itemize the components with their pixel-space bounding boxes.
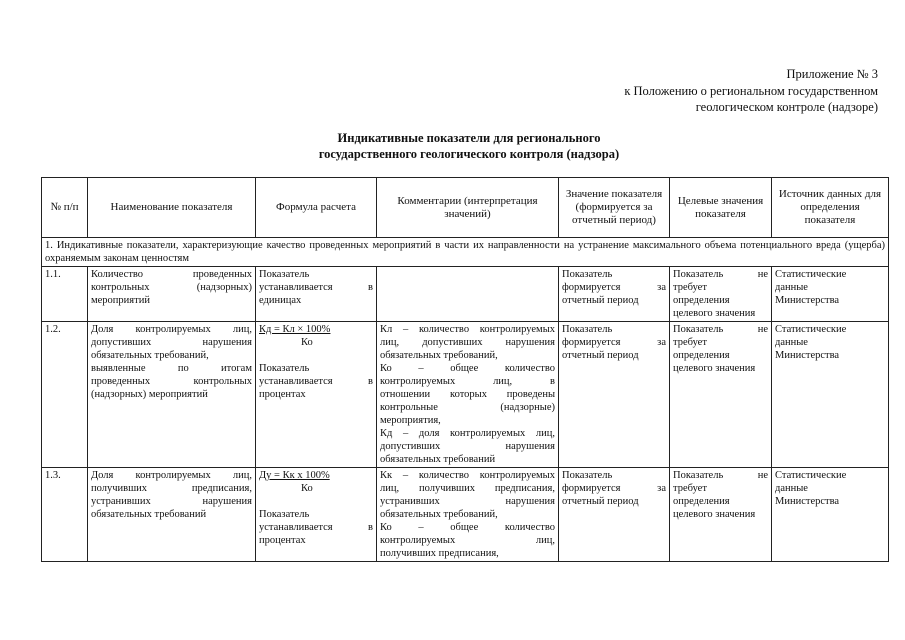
formula-fraction: Кд = Кл × 100% Ко [259, 324, 331, 348]
header-num: № п/п [42, 178, 88, 238]
row-name: Доля контролируемых лиц, допустивших нарушения обязательных требований, выявленные по итогам проведенных контрольных (надзорных) мероприятий [88, 322, 256, 468]
row-num: 1.1. [42, 267, 88, 322]
table-row [42, 267, 889, 322]
title-line1: Индикативные показатели для регионального [337, 131, 601, 145]
row-source: Статистические данные Министерства [772, 322, 889, 468]
row-target: Показатель не требует определения целевого значения [670, 468, 772, 562]
indicators-table [41, 177, 889, 562]
header-name: Наименование показателя [88, 178, 256, 238]
row-value: Показатель формируется за отчетный период [559, 322, 670, 468]
table-row [42, 468, 889, 562]
row-value: Показатель формируется за отчетный период [559, 267, 670, 322]
row-comments: Кк – количество контролируемых лиц, получивших предписания, устранивших нарушения обязательных требований, Ко – общее количество контролируемых лиц, получивших предписания, [377, 468, 559, 562]
row-formula: Показатель устанавливается в единицах [256, 267, 377, 322]
row-comments: Кл – количество контролируемых лиц, допустивших нарушения обязательных требований, Ко – общее количество контролируемых лиц, в отношении которых проведены контрольные (надзорные) мероприятия, Кд – доля контролируемых лиц, допустивших нарушения обязательных требований [377, 322, 559, 468]
appendix-reference-line1: к Положению о региональном государственном [624, 83, 878, 98]
row-formula: Кд = Кл × 100% Ко Показатель устанавливается в процентах [256, 322, 377, 468]
document-title [0, 130, 905, 162]
header-value: Значение показателя (формируется за отчетный период) [559, 178, 670, 238]
row-comments [377, 267, 559, 322]
table-header-row [42, 178, 889, 238]
appendix-number: Приложение № 3 [786, 67, 878, 81]
row-num: 1.3. [42, 468, 88, 562]
appendix-reference-line2: геологическом контроле (надзоре) [695, 100, 878, 114]
header-source: Источник данных для определения показателя [772, 178, 889, 238]
row-source: Статистические данные Министерства [772, 468, 889, 562]
formula-fraction: Ду = Кк х 100% Ко [259, 470, 330, 494]
header-formula: Формула расчета [256, 178, 377, 238]
table-row [42, 322, 889, 468]
row-name: Доля контролируемых лиц, получивших предписания, устранивших нарушения обязательных требований [88, 468, 256, 562]
title-line2: государственного геологического контроля (надзора) [318, 147, 620, 161]
row-formula: Ду = Кк х 100% Ко Показатель устанавливается в процентах [256, 468, 377, 562]
section-title: 1. Индикативные показатели, характеризующие качество проведенных мероприятий в части их направленности на устранение максимального объема потенциального вреда (ущерба) охраняемым законам ценностям [42, 238, 889, 267]
appendix-header [624, 66, 878, 116]
row-source: Статистические данные Министерства [772, 267, 889, 322]
section-row [42, 238, 889, 267]
row-target: Показатель не требует определения целевого значения [670, 322, 772, 468]
header-comments: Комментарии (интерпретация значений) [377, 178, 559, 238]
row-num: 1.2. [42, 322, 88, 468]
row-name: Количество проведенных контрольных (надзорных) мероприятий [88, 267, 256, 322]
row-value: Показатель формируется за отчетный период [559, 468, 670, 562]
header-target: Целевые значения показателя [670, 178, 772, 238]
row-target: Показатель не требует определения целевого значения [670, 267, 772, 322]
